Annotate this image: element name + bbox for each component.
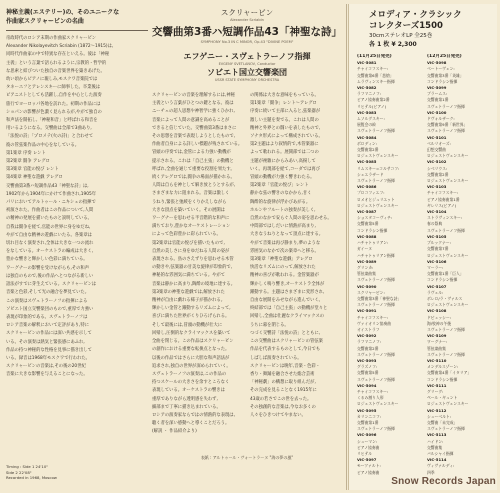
catalog-entry: コンドラシン指揮 [357, 227, 388, 233]
text-line: 第1楽章 序奏 レント [6, 150, 46, 156]
catalog-entry: 管弦楽曲集 [357, 271, 376, 277]
catalog-entry: グリーグ: [427, 388, 444, 394]
text-line: この交響曲はスクリャービンの管弦楽 [250, 339, 323, 345]
catalog-entry: ヴァイオリン協奏曲 [357, 320, 392, 326]
text-line: によって色彩豊かに彩られている。 [152, 232, 221, 238]
catalog-entry: 管弦楽曲集 [427, 345, 446, 351]
text-line: 語法がすでに芽生えている。スクリャービンは [6, 282, 97, 288]
catalog-number: VIC-5099 [427, 85, 447, 91]
catalog-entry: ロジェストヴェンスキー [427, 401, 469, 407]
catalog-entry: スヴェトラーノフ指揮 [357, 178, 395, 184]
catalog-number: VIC-5097 [357, 457, 377, 463]
catalog-number: VIC-5092 [357, 333, 377, 339]
conductor-name: エフゲニー・スヴェトラーノフ指揮 [183, 52, 311, 61]
catalog-entry: スヴェトラーノフ指揮 [427, 103, 465, 109]
catalog-entry: 交響曲第6番「悲愴」 [357, 72, 394, 78]
catalog-entry: ブルックナー: [427, 240, 451, 246]
catalog-entry: 交響曲第2番 [357, 147, 379, 153]
text-line: 幼い頃からピアノに親しみ,モスクワ音楽院では [6, 77, 98, 83]
catalog-entry: ヴィヴァルディ: [427, 463, 455, 469]
text-line: 作曲者自身による詳しい標題が残されている。 [152, 142, 243, 148]
series-price: 各 1 枚 ¥ 2,300 [369, 41, 417, 48]
text-line: 音楽と色彩,そして光の融合を夢見ていた。 [6, 290, 90, 296]
text-line: 人々をひきつけてやまない。 [250, 412, 306, 418]
text-line: パリにおいてアルトゥール・ニキシュの指揮で [6, 200, 96, 206]
text-line: そして最後には,冒頭の動機が壮大に [152, 322, 223, 328]
text-line: やがて音楽は再び静まり,夢のような [250, 240, 321, 246]
text-line: 第2楽章 闘争 アレグロ [6, 159, 50, 165]
text-line: ソビエト国立交響楽団のもので,重厚で力強い [6, 306, 94, 312]
text-line: 輝かしい金管と躍動するリズムによって, [152, 306, 231, 312]
text-line: 第4楽章 神聖な遊戯 アレグロ [6, 175, 63, 181]
text-line: スヴェトラーノフの演奏は,この作品の [152, 371, 227, 377]
text-line: その独創的な音楽は,今なお多くの [250, 404, 316, 410]
catalog-entry: スヴェトラーノフ指揮 [357, 426, 395, 432]
catalog-entry: ムラヴィンスキー指揮 [357, 78, 395, 84]
text-line: 音楽は静かに高まり,陶酔の境地に達する。 [152, 281, 236, 287]
catalog-entry: 交響曲「未完成」 [427, 419, 458, 425]
text-line: 音楽に大きな影響を与えることになった。 [6, 372, 88, 378]
catalog-number: VIC-5083 [357, 109, 377, 115]
catalog-entry: グラズノフ: [357, 364, 378, 370]
catalog-entry: シューマン: [357, 438, 378, 444]
text-line: 回帰し,圧倒的なクライマックスを築いて [152, 330, 231, 336]
text-line: 豊かな響きと輝かしい色彩に満ちている。 [6, 257, 88, 263]
text-line: 音楽によって人間の意識を高めることが [152, 117, 230, 123]
catalog-number: VIC-5104 [427, 209, 447, 215]
catalog-entry: 交響曲第3番「神聖な詩」 [357, 295, 402, 301]
catalog-entry: スヴェトラーノフ指揮 [427, 227, 465, 233]
catalog-number: VIC-5088 [357, 233, 377, 239]
text-line: ロシア音楽の解釈において定評があり,特に [6, 323, 90, 329]
text-line: 交響曲第3番ハ短調作品43「神聖な詩」は, [6, 183, 89, 189]
text-line: ホルンやフルートの独奏が美しく, [250, 207, 316, 213]
text-line: 聴く者を深い感動へと導くことだろう。 [152, 421, 230, 427]
catalog-entry: ラフマニノフ: [357, 91, 382, 97]
text-line: の創作における重要な転換点となった。 [152, 347, 230, 353]
catalog-entry: ハチャトゥリアン指揮 [357, 252, 395, 258]
catalog-entry: ムソルグスキー: [357, 116, 385, 122]
text-line: 冒頭の序奏では,金管による力強い動機が [152, 150, 231, 156]
catalog-entry: ハイドン: [427, 438, 444, 444]
catalog-entry: 交響曲第2番 [427, 171, 449, 177]
catalog-entry: ベルリオーズ: [427, 140, 451, 146]
text-line: 躍動する。主題はさまざまに変形され, [250, 289, 325, 295]
catalog-entry: シューベルト: [427, 413, 451, 419]
middle-body-column-b [250, 92, 342, 420]
text-line: スクリャービンの音楽を理解するには,神秘 [152, 93, 235, 98]
middle-body-column-a [152, 92, 244, 437]
text-line: 喜びに満ちた世界がくりひろげられる。 [152, 314, 230, 320]
text-line: 神秘的な雰囲気に満ちている。やがて [152, 273, 226, 279]
catalog-entry: シェエラザード [357, 171, 384, 177]
text-line: Alexander Nikolayevitch Scriabin (1872〜1915)は, [6, 44, 114, 50]
timing-info [6, 464, 57, 481]
catalog-number: VIC-5094 [357, 382, 377, 388]
timing-line: Side 2 22'08" [6, 469, 32, 475]
text-line: ワーグナーを思わせる半音階的な和声に [152, 216, 230, 222]
catalog-entry: チャイコフスキー: [427, 190, 459, 196]
catalog-number: VIC-5108 [427, 308, 447, 314]
text-line: 大きな頂点を築いていく。その展開は [152, 207, 225, 213]
catalog-entry: 交響曲第5番 [357, 221, 379, 227]
catalog-entry: ガイーヌ [357, 246, 373, 252]
text-line: 第2主題はより叙情的で,木管楽器に [250, 142, 319, 148]
catalog-entry: メンデルスゾーン: [427, 364, 459, 370]
catalog-entry: スクリャービン: [357, 289, 385, 295]
catalog-entry: スヴェトラーノフ指揮 [427, 326, 465, 332]
catalog-number: VIC-5081 [357, 60, 377, 66]
catalog-entry: マーラー: [427, 264, 444, 270]
catalog-entry: 交響曲第4番「イタリア」 [427, 370, 472, 376]
catalog-entry: コンドラシン指揮 [427, 277, 458, 283]
text-line: さまざまな力に阻まれる。音楽は激しく [152, 191, 230, 197]
text-line: 満ちており,豊かなオーケストレーション [152, 224, 231, 230]
text-line: 旅行でヨーロッパ各地を訪れた。初期の作品には [6, 101, 101, 107]
catalog-entry: 春の祭典 [427, 221, 443, 227]
catalog-entry: スヴェトラーノフ指揮 [357, 376, 395, 382]
column-separator [346, 4, 347, 490]
text-line: やがて自由な精神の遊戯にいたる。各楽章は [6, 232, 92, 238]
orchestra-name: ソビエト国立交響楽団 [207, 68, 287, 77]
text-line: ワーグナーの影響を受けながらも,その和声 [6, 265, 90, 271]
catalog-entry: ロジェストヴェンスキー [427, 178, 469, 184]
text-line: スクリャービンは晩年,音楽・色彩・ [250, 363, 320, 369]
catalog-entry: 交響曲第1番 [357, 419, 379, 425]
composer-name: スクリャービン [220, 8, 274, 17]
watermark: Snow Records Japan [391, 476, 496, 487]
text-line: (解説 ・ 作品紹介より) [152, 429, 197, 435]
text-line: 続くアレグロでは,闘争の場面が描かれる。 [152, 175, 235, 181]
text-line: ソナタ形式によって構成されている。 [250, 134, 323, 140]
catalog-entry: チャイコフスキー: [357, 314, 389, 320]
catalog-entry: リヒテル [357, 451, 372, 456]
text-line: 自由な展開をみせながら進んでいく。 [250, 298, 323, 304]
catalog-entry: コンドラシン指揮 [427, 78, 458, 84]
text-line: 全曲を閉じる。この作品はスクリャービン [152, 339, 234, 345]
text-line: をなしている。オーケストラの編成は大きく, [6, 249, 94, 255]
text-line: 作品を代表するものとして,今日でも [250, 347, 321, 353]
text-line: タネーエフとアレンスキーに師事した。卒業後は [6, 85, 101, 91]
text-line: 中間部ではしだいに情熱が高まり, [250, 224, 316, 230]
catalog-entry: ギレリス(ピアノ) [427, 202, 457, 208]
catalog-number: VIC-5113 [427, 432, 447, 438]
catalog-entry: 海/牧神の午後 [427, 320, 452, 326]
text-line: 精神と外界との闘いを表したもので, [250, 125, 321, 131]
catalog-number: VIC-5082 [357, 85, 377, 91]
release-month: (11月25日発売) [357, 54, 392, 59]
text-line: 重厚でありながら透明感を失わず, [152, 396, 218, 402]
catalog-entry: 交響曲第7番 [427, 246, 449, 252]
catalog-entry: スヴェトラーノフ指揮 [427, 426, 465, 432]
catalog-entry: スヴェトラーノフ指揮 [357, 302, 395, 308]
text-line: 表現される。鳥のさえずりを思わせる木管 [152, 257, 234, 263]
catalog-number: VIC-5110 [427, 357, 447, 363]
text-line: 表現している。オーケストラの響きは [152, 388, 225, 394]
text-line: 彼の管弦楽作品の中心をなしている。 [6, 142, 80, 148]
catalog-number: VIC-5085 [357, 159, 377, 165]
text-line: 自然のなかで安らぐ人間の姿を思わせる。 [250, 216, 332, 222]
catalog-number: VIC-5100 [427, 109, 447, 115]
catalog-number: VIC-5112 [427, 407, 447, 413]
text-line: 表現が印象的である。スヴェトラーノフは [6, 314, 88, 320]
left-title-line: 神秘主義(エステリー)の、そのユニークな [6, 9, 120, 16]
catalog-entry: コンドラシン指揮 [427, 376, 458, 382]
text-line: この演奏はスヴェトラーノフの指揮による [6, 298, 88, 304]
text-line: 主題が複雑にからみあい,高揚して [250, 158, 316, 164]
text-line: 第3楽章の神聖な遊戯では,解放された [152, 289, 225, 295]
text-line: 「神秘劇」の構想に取り組んだが, [250, 380, 316, 386]
text-line: 回帰し,全曲は壮麗なクライマックスの [250, 314, 325, 320]
catalog-entry: グリンカ: [357, 264, 374, 270]
text-line: 人間は自らを神として解き放とうとするが, [152, 183, 236, 189]
text-line: 静かな弦の響きのなかから,甘く [250, 191, 312, 197]
text-line: 第3楽章 官能の悦び レント [6, 167, 59, 173]
catalog-entry: ボロディン: [357, 140, 377, 146]
catalog-entry: ピアノ協奏曲 [357, 444, 380, 450]
text-line: つづく交響詩「法悦の詩」とともに, [250, 330, 321, 336]
catalog-entry: オイストラフ [357, 326, 380, 332]
text-line: ショパンの影響が色濃く見られるが,やがて独自の [6, 109, 102, 115]
conductor-name-en: EVGENY SVETLANOV, Conductor [218, 62, 276, 66]
text-line: の動きや,弦楽器の甘美な旋律が印象的で, [152, 265, 233, 271]
text-line: しばしば演奏されている。 [250, 355, 302, 361]
catalog-entry: ラヴェル: [427, 289, 444, 295]
text-line: 自然の美しさに身をゆだねる人間の姿が [152, 248, 230, 254]
album-header [152, 8, 342, 83]
text-line: 以後の作品ではさらに大胆な和声語法が [152, 355, 230, 361]
catalog-entry: ブラームス: [427, 91, 448, 97]
catalog-entry: チャイコフスキー: [357, 388, 389, 394]
text-line: ピアニストとしても活躍し,自作を中心とした演奏 [6, 93, 102, 99]
catalog-number: VIC-5103 [427, 184, 447, 190]
catalog-number: VIC-5087 [357, 209, 377, 215]
catalog-entry: ワーグナー: [427, 339, 448, 345]
text-line: できると信じていた。交響曲第3番はまさに [152, 125, 237, 131]
catalog-entry: スヴェトラーノフ指揮 [427, 128, 465, 134]
text-line: 同時代作曲家の中で特異な存在といえる。彼は「神秘 [6, 52, 110, 58]
text-line: 第3楽章「神聖な遊戯」アレグロ [250, 257, 313, 263]
text-line: 冒頭の動機が力強く響きわたる。 [250, 175, 315, 181]
catalog-entry: ショスタコーヴィチ: [357, 215, 393, 221]
catalog-entry: 交響曲第9番「新世界」 [427, 122, 468, 128]
catalog-entry: シベリウス: [427, 165, 448, 171]
left-title [6, 8, 148, 26]
catalog-number: VIC-5105 [427, 233, 447, 239]
catalog-entry: ピアノ協奏曲第2番 [357, 97, 390, 103]
timing-line: Timing : Side 1 24'10" [6, 464, 49, 469]
catalog-number: VIC-5101 [427, 134, 447, 140]
catalog-number: VIC-5089 [357, 258, 377, 264]
text-line: 追求され,独自の世界が深められていく。 [152, 363, 231, 369]
catalog-entry: 交響曲第1番「巨人」 [427, 271, 464, 277]
work-title: 交響曲第3番ハ短調作品43「神聖な詩」 [152, 26, 342, 38]
catalog-number: VIC-5114 [427, 457, 447, 463]
text-line: いる。録音は1968年モスクワで行われた。 [6, 355, 90, 361]
catalog-entry: スヴェトラーノフ指揮 [357, 351, 395, 357]
catalog-entry: 四季 [427, 469, 435, 475]
catalog-entry: スヴェトラーノフ指揮 [357, 277, 395, 283]
text-line: 持つスケールの大きさを余すところなく [152, 380, 230, 386]
text-line: 大きなうねりとなって頂点に達する。 [250, 232, 324, 238]
catalog-entry: ロジェストヴェンスキー [357, 153, 399, 159]
catalog-entry: ロジェストヴェンスキー [357, 202, 399, 208]
text-line: 終結部では「自己主張」の動機が堂々と [250, 306, 328, 312]
text-line: 1902年から1904年にかけて作曲され,1905年 [6, 191, 97, 197]
catalog-number: VIC-5106 [427, 258, 447, 264]
catalog-entry: スヴェトラーノフ指揮 [357, 128, 395, 134]
text-line: ニーチェの超人思想や神智学に強くひかれ, [152, 109, 235, 115]
catalog-number: VIC-5095 [357, 407, 377, 413]
text-line: 呼ばれ,全曲を通じて重要な役割を果たす。 [152, 166, 235, 172]
catalog-entry: ベートーヴェン: [427, 66, 455, 72]
text-line: 帝政時代のロシア末期の作曲家スクリャービン [6, 36, 97, 41]
text-line: うちに幕を閉じる。 [250, 322, 289, 328]
catalog-number: VIC-5109 [427, 333, 447, 339]
catalog-entry: ドヴォルザーク: [427, 116, 455, 122]
text-line: は独自のもので,後の作品へとつながる新しい [6, 273, 94, 279]
catalog-number: VIC-5093 [357, 357, 377, 363]
catalog-entry: くるみ割り人形 [357, 395, 384, 401]
catalog-entry: スヴェトラーノフ指揮 [427, 351, 465, 357]
catalog-number: VIC-5107 [427, 283, 447, 289]
text-line: 自我は闘争を経て,官能の世界に身をゆだね, [6, 224, 91, 230]
catalog-entry: チャイコフスキー: [357, 66, 389, 72]
text-line: 初演された。作曲者はこの作品について,人間 [6, 208, 94, 214]
catalog-entry: ロジェストヴェンスキー [357, 401, 399, 407]
catalog-number: VIC-5086 [357, 184, 377, 190]
catalog-entry: ロメオとジュリエット [357, 196, 395, 202]
composer-name-en: Alexander Scriabin [230, 18, 264, 22]
orchestra-name-en: USSR STATE SYMPHONY ORCHESTRA [214, 78, 280, 82]
text-line: ロシアの演奏家ならではの情熱的な表現は, [152, 412, 235, 418]
recording-info: Recorded in 1968, Moscow [6, 475, 57, 480]
text-line: うねり,緊張と弛緩をくりかえしながら [152, 199, 227, 205]
catalog-entry: ハチャトゥリアン: [357, 240, 389, 246]
text-line: 主義という言葉がひとつの鍵となる。彼は [152, 101, 234, 107]
series-format: 30cmステレオLP 全25巻 [369, 33, 433, 39]
catalog-number: VIC-5091 [357, 308, 377, 314]
text-line: いく。再現部を経て,コーダでは再び [250, 166, 321, 172]
text-line: 激しい主題を奏でる。これは人間の [250, 117, 319, 123]
catalog-number: VIC-5098 [427, 60, 447, 66]
work-subtitle: SYMPHONY No.3 IN C MINOR, Op.43 "DIVINE POEM" [200, 40, 294, 44]
text-line: の関係は大きな意味をもっている。 [250, 93, 319, 98]
catalog-entry: プロコフィエフ: [357, 190, 385, 196]
catalog-number: VIC-5111 [427, 382, 447, 388]
catalog-entry: 交響曲第3番「英雄」 [427, 72, 464, 78]
series-catalog [348, 4, 497, 490]
catalog-entry: ロジェストヴェンスキー [427, 252, 469, 258]
catalog-list-december [427, 54, 493, 476]
text-line: その完成を見ることなく1915年に [250, 388, 317, 394]
catalog-entry: 幻想交響曲 [427, 147, 446, 153]
text-line: 快活なリズムにのって,解放された [250, 265, 316, 271]
text-line: 43歳の若さでこの世を去った。 [250, 396, 312, 402]
catalog-entry: バルシャイ指揮 [427, 451, 454, 456]
text-line: いる。その演奏は熱気と緊張感にあふれ, [6, 339, 85, 345]
catalog-entry: ペール・ギュント [427, 395, 458, 401]
catalog-entry: 交響曲集 [427, 444, 443, 450]
text-line: 香り・舞踊を融合させた総合芸術 [250, 371, 315, 377]
catalog-entry: ボレロ/ラ・ヴァルス [427, 295, 463, 301]
catalog-entry: ロジェストヴェンスキー [427, 153, 469, 159]
left-title-line: 作曲家スクリャービンの名曲 [6, 18, 84, 25]
catalog-entry: 交響曲第5番 [357, 370, 379, 376]
catalog-entry: ピアノ協奏曲 [357, 469, 380, 475]
catalog-entry: ドビュッシー: [427, 314, 452, 320]
catalog-entry: ロジェストヴェンスキー [427, 302, 469, 308]
left-column [6, 8, 148, 486]
text-line: 和声法を開拓し,「神秘和音」と呼ばれる和音を [6, 118, 98, 124]
text-line: な思索と結びついた独自の音楽世界を築きあげた。 [6, 68, 105, 74]
catalog-entry: ストラヴィンスキー: [427, 215, 463, 221]
series-title: メロディア・クラシック [369, 10, 462, 20]
catalog-entry: リヒテル(ピアノ) [357, 103, 387, 109]
series-subtitle: コレクターズ1500 [369, 21, 443, 31]
text-line: 第1楽章「闘争」レント〜アレグロ [250, 101, 317, 107]
catalog-number: VIC-5096 [357, 432, 377, 438]
text-line: 精神が自由に戯れる様子が描かれる。 [152, 298, 226, 304]
text-line: スクリャービンの作品には深い共感を示して [6, 331, 92, 337]
catalog-number: VIC-5102 [427, 159, 447, 165]
text-line: 雰囲気のなかで次の楽章へと移る。 [250, 248, 319, 254]
text-line: よって歌われる。展開部では二つの [250, 150, 319, 156]
catalog-entry: カリンニコフ: [357, 413, 382, 419]
catalog-entry: リムスキー=コルサコフ: [357, 165, 400, 171]
catalog-entry: ラフマニノフ: [357, 339, 382, 345]
text-line: 作品の持つ神秘的な性格を見事に描き出して [6, 347, 92, 353]
catalog-number: VIC-5090 [357, 283, 377, 289]
text-line: 「法悦の詩」「プロメテ(火の詩)」と合わせて [6, 134, 94, 140]
catalog-entry: 展覧会の絵 [357, 122, 376, 128]
catalog-entry: 交響曲第1番 [427, 97, 449, 103]
text-line: 第2楽章は官能の悦びを描いたもので, [152, 240, 225, 246]
catalog-entry: 交響曲第2番 [357, 345, 379, 351]
text-line: の精神の発展を描いたものと説明している。 [6, 216, 92, 222]
catalog-entry: ピアノ協奏曲第1番 [427, 196, 460, 202]
text-line: 第2楽章「官能の悦び」レント [250, 183, 309, 189]
catalog-list-november [357, 54, 423, 476]
text-line: 主義」という言葉で語られるように,宗教的・哲学的 [6, 60, 107, 66]
left-divider [6, 30, 148, 31]
text-line: 陶酔的な旋律が浮かびあがる。 [250, 199, 311, 205]
text-line: 精神の喜びが歌われる。金管楽器が [250, 273, 319, 279]
text-line: 切れ目なく演奏され,全体は大きな一つの流れ [6, 241, 94, 247]
left-body-text [6, 35, 148, 380]
text-line: スクリャービンの音楽は,その後の20世紀 [6, 364, 86, 370]
catalog-entry: モーツァルト: [357, 463, 381, 469]
text-line: 提示される。これは「自己主張」の動機と [152, 158, 234, 164]
text-line: 輝かしく鳴り響き,オーケストラ全体が [250, 281, 325, 287]
middle-column [152, 8, 342, 486]
text-line: 用いるようになる。交響曲は全部で3曲あり, [6, 126, 92, 132]
release-month: (12月25日発売) [427, 54, 462, 59]
text-line: 序奏に続いて主部に入ると,弦楽器が [250, 109, 321, 115]
catalog-number: VIC-5084 [357, 134, 377, 140]
cover-credit: 表紙 : アルトゥール・ヴォートラーヌ "海の夢の風" [200, 455, 294, 460]
text-line: 細部まで丁寧に描き込まれている。 [152, 404, 221, 410]
text-line: その思想を音楽で表現しようとしたもので, [152, 134, 236, 140]
